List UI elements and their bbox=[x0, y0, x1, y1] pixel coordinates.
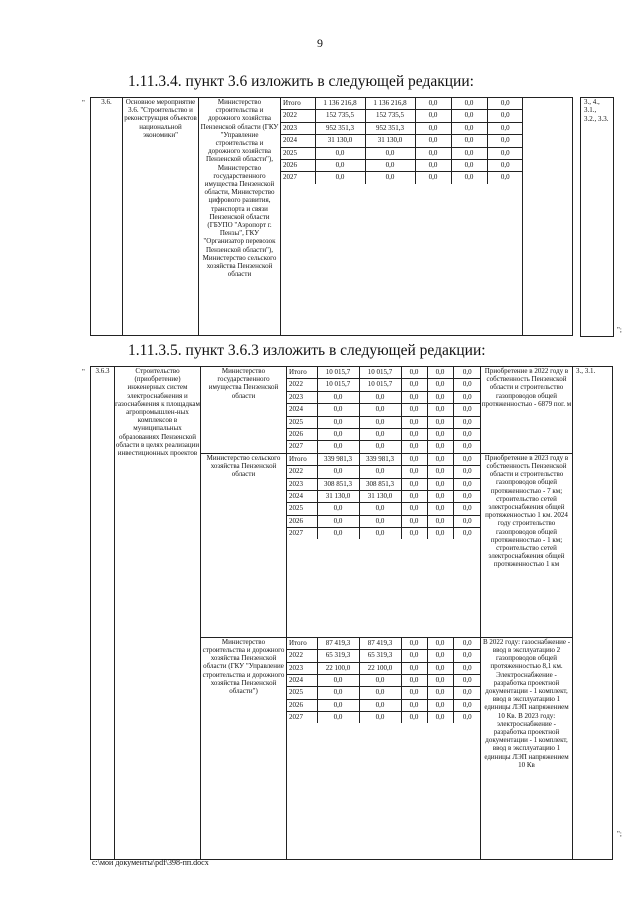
amount-cell: 0,0 bbox=[317, 528, 359, 540]
amount-cell: 0,0 bbox=[401, 662, 427, 674]
amount-cell: 0,0 bbox=[427, 515, 453, 527]
amount-cell: 0,0 bbox=[359, 503, 401, 515]
amount-cell: 0,0 bbox=[427, 650, 453, 662]
amount-cell: 0,0 bbox=[462, 713, 472, 722]
amount-cell: 0,0 bbox=[317, 687, 359, 699]
result-block-2: Приобретение в 2023 году в собственность Пензенской области и строительство газопроводов общей протяженностью - 7 км; строительство сетей электроснабжения общей протяженностью 1 км. 2024 году строительство газопроводов общей протяженностью - 1 км; строительство сетей электроснабжения общей протяженностью 1 км bbox=[481, 453, 573, 637]
amount-cell: 10 015,7 bbox=[317, 367, 359, 379]
year-cell: 2022 bbox=[281, 110, 315, 122]
year-cell: 2022 bbox=[287, 379, 317, 391]
table-3-6 bbox=[90, 97, 581, 336]
amount-cell: 0,0 bbox=[359, 699, 401, 711]
amount-cell: 0,0 bbox=[451, 122, 487, 134]
amount-cell: 0,0 bbox=[415, 122, 451, 134]
year-cell: Итого bbox=[287, 638, 317, 650]
measure-name-2: Строительство (приобретение) инженерных систем электроснабжения и газоснабжения к площадкам агропромышлен-ных комплексов в муниципальных образованиях Пензенской области в целях реализации инвестиционных проектов bbox=[115, 367, 201, 860]
amount-cell: 0,0 bbox=[451, 172, 487, 184]
finance-grid bbox=[281, 98, 523, 184]
amount-cell: 308 851,3 bbox=[317, 478, 359, 490]
finance-row bbox=[281, 147, 523, 159]
amount-cell: 0,0 bbox=[427, 428, 453, 440]
finance-row bbox=[287, 466, 481, 478]
finance-row bbox=[287, 687, 481, 699]
amount-cell: 0,0 bbox=[427, 712, 453, 724]
amount-cell: 339 981,3 bbox=[359, 454, 401, 466]
amount-cell: 0,0 bbox=[359, 466, 401, 478]
amount-cell: 952 351,3 bbox=[315, 122, 365, 134]
amount-cell: 0,0 bbox=[427, 391, 453, 403]
amount-cell: 0,0 bbox=[401, 454, 427, 466]
amount-cell: 0,0 bbox=[451, 110, 487, 122]
result-cell bbox=[523, 98, 573, 336]
amount-cell: 0,0 bbox=[365, 172, 415, 184]
finance-row bbox=[287, 379, 481, 391]
year-cell: 2025 bbox=[287, 687, 317, 699]
amount-cell: 0,0 bbox=[359, 687, 401, 699]
finance-row bbox=[287, 712, 481, 724]
finance-row bbox=[287, 662, 481, 674]
amount-cell: 0,0 bbox=[427, 404, 453, 416]
amount-cell: 0,0 bbox=[317, 404, 359, 416]
amount-cell: 0,0 bbox=[315, 147, 365, 159]
amount-cell: 0,0 bbox=[453, 391, 481, 403]
finance-grid-block-1 bbox=[287, 367, 481, 453]
amount-cell: 0,0 bbox=[401, 503, 427, 515]
amount-cell: 0,0 bbox=[453, 454, 481, 466]
amount-cell: 0,0 bbox=[453, 687, 481, 699]
amount-cell: 65 319,3 bbox=[359, 650, 401, 662]
year-cell: 2026 bbox=[287, 428, 317, 440]
executor-block-1: Министерство государственного имущества Пензенской области bbox=[201, 367, 287, 454]
amount-cell: 0,0 bbox=[317, 699, 359, 711]
amount-cell: 0,0 bbox=[487, 122, 523, 134]
finance-row bbox=[287, 428, 481, 440]
finance-grid-block-3 bbox=[287, 638, 481, 724]
amount-cell: 1 136 216,8 bbox=[315, 98, 365, 110]
amount-cell: 0,0 bbox=[401, 466, 427, 478]
close-quote: "; bbox=[617, 326, 622, 334]
amount-cell: 0,0 bbox=[401, 367, 427, 379]
year-cell: 2027 bbox=[287, 441, 317, 453]
amount-cell: 0,0 bbox=[401, 699, 427, 711]
year-cell: 2026 bbox=[281, 159, 315, 171]
amount-cell: 952 351,3 bbox=[365, 122, 415, 134]
amount-cell: 0,0 bbox=[415, 98, 451, 110]
amount-cell: 0,0 bbox=[317, 515, 359, 527]
amount-cell: 0,0 bbox=[401, 528, 427, 540]
amount-cell: 10 015,7 bbox=[359, 379, 401, 391]
amount-cell: 0,0 bbox=[401, 441, 427, 453]
amount-cell: 0,0 bbox=[453, 638, 481, 650]
finance-row bbox=[287, 416, 481, 428]
amount-cell: 0,0 bbox=[451, 98, 487, 110]
finance-row bbox=[287, 478, 481, 490]
amount-cell: 0,0 bbox=[359, 441, 401, 453]
finance-row bbox=[287, 454, 481, 466]
finance-row bbox=[287, 404, 481, 416]
amount-cell: 0,0 bbox=[453, 662, 481, 674]
amount-cell: 0,0 bbox=[317, 441, 359, 453]
amount-cell: 0,0 bbox=[427, 674, 453, 686]
amount-cell: 0,0 bbox=[415, 135, 451, 147]
amount-cell: 22 100,0 bbox=[317, 662, 359, 674]
amount-cell: 0,0 bbox=[427, 490, 453, 502]
amount-cell: 0,0 bbox=[315, 172, 365, 184]
amount-cell: 0,0 bbox=[427, 367, 453, 379]
finance-grid-block-2 bbox=[287, 454, 481, 540]
amount-cell: 0,0 bbox=[317, 428, 359, 440]
amount-cell: 0,0 bbox=[401, 712, 427, 724]
amount-cell: 0,0 bbox=[401, 490, 427, 502]
year-cell: Итого bbox=[281, 98, 315, 110]
amount-cell: 0,0 bbox=[453, 674, 481, 686]
amount-cell: 0,0 bbox=[317, 503, 359, 515]
amount-cell: 0,0 bbox=[427, 528, 453, 540]
year-cell: 2024 bbox=[287, 674, 317, 686]
amount-cell: 0,0 bbox=[427, 638, 453, 650]
amount-cell: 0,0 bbox=[427, 454, 453, 466]
amount-cell: 0,0 bbox=[453, 428, 481, 440]
result-block-1: Приобретение в 2022 году в собственность Пензенской области и строительство газопроводов общей протяженностью - 6879 пог. м bbox=[481, 367, 573, 454]
finance-row bbox=[287, 367, 481, 379]
amount-cell: 0,0 bbox=[359, 674, 401, 686]
amount-cell: 0,0 bbox=[401, 428, 427, 440]
table-3-6-3 bbox=[90, 366, 613, 860]
amount-cell: 0,0 bbox=[401, 674, 427, 686]
amount-cell: 10 015,7 bbox=[317, 379, 359, 391]
amount-cell: 0,0 bbox=[462, 442, 472, 451]
amount-cell: 0,0 bbox=[453, 478, 481, 490]
amount-cell: 0,0 bbox=[427, 441, 453, 453]
year-cell: 2027 bbox=[287, 528, 317, 540]
amount-cell: 0,0 bbox=[451, 159, 487, 171]
year-cell: 2026 bbox=[287, 515, 317, 527]
amount-cell: 0,0 bbox=[427, 687, 453, 699]
amount-cell: 0,0 bbox=[487, 135, 523, 147]
amount-cell: 0,0 bbox=[365, 159, 415, 171]
finance-row bbox=[287, 391, 481, 403]
year-cell: 2027 bbox=[281, 172, 315, 184]
amount-cell: 0,0 bbox=[453, 404, 481, 416]
page-number: 9 bbox=[317, 36, 323, 50]
amount-cell: 0,0 bbox=[427, 466, 453, 478]
amount-cell: 1 136 216,8 bbox=[365, 98, 415, 110]
amount-cell: 31 130,0 bbox=[359, 490, 401, 502]
year-cell: 2025 bbox=[287, 416, 317, 428]
amount-cell: 0,0 bbox=[427, 662, 453, 674]
amount-cell: 0,0 bbox=[315, 159, 365, 171]
amount-cell: 0,0 bbox=[453, 650, 481, 662]
result-block-3: В 2022 году: газоснабжение - ввод в эксплуатацию 2 газопроводов общей протяженностью 8,1 км. Электроснабжение - разработка проектной документации - 1 комплект, ввод в эксплуатацию 1 единицы ЛЭП напряжением 10 Кв. В 2023 году: электроснабжение - разработка проектной документации - 1 комплект, ввод в эксплуатацию 1 единицы ЛЭП напряжением 10 Кв bbox=[481, 637, 573, 859]
amount-cell: 0,0 bbox=[317, 674, 359, 686]
amount-cell: 31 130,0 bbox=[315, 135, 365, 147]
amount-cell: 0,0 bbox=[487, 147, 523, 159]
finance-row bbox=[281, 122, 523, 134]
amount-cell: 0,0 bbox=[317, 466, 359, 478]
amount-cell: 0,0 bbox=[427, 416, 453, 428]
amount-cell: 22 100,0 bbox=[359, 662, 401, 674]
amount-cell: 0,0 bbox=[401, 391, 427, 403]
executor: Министерство строительства и дорожного хозяйства Пензенской области (ГКУ "Управление строительства и дорожного хозяйства Пензенской области"), Министерство государственного имущества Пензенской области, Министерство цифрового развития, транспорта и связи Пензенской области (ГБУПО "Аэропорт г. Пензы", ГКУ "Организатор перевозок Пензенской области"), Министерство сельского хозяйства Пензенской области bbox=[199, 98, 281, 336]
finance-row bbox=[287, 528, 481, 540]
open-quote: " bbox=[82, 99, 85, 107]
amount-cell: 0,0 bbox=[453, 367, 481, 379]
measure-name: Основное мероприятие 3.6. "Строительство и реконструкция объектов национальной экономики" bbox=[123, 98, 199, 336]
amount-cell: 0,0 bbox=[462, 529, 472, 538]
amount-cell: 0,0 bbox=[453, 515, 481, 527]
finance-row bbox=[287, 638, 481, 650]
row-number: 3.6. bbox=[91, 98, 123, 336]
amount-cell: 0,0 bbox=[453, 416, 481, 428]
amount-cell: 0,0 bbox=[415, 147, 451, 159]
amount-cell: 87 419,3 bbox=[317, 638, 359, 650]
open-quote-2: " bbox=[82, 368, 85, 376]
amount-cell: 0,0 bbox=[427, 478, 453, 490]
amount-cell: 87 419,3 bbox=[359, 638, 401, 650]
amount-cell: 0,0 bbox=[401, 515, 427, 527]
finance-row bbox=[287, 650, 481, 662]
amount-cell: 0,0 bbox=[453, 379, 481, 391]
amount-cell: 0,0 bbox=[500, 173, 510, 182]
amount-cell: 0,0 bbox=[415, 159, 451, 171]
finance-row bbox=[281, 98, 523, 110]
amount-cell: 0,0 bbox=[359, 391, 401, 403]
finance-row bbox=[281, 159, 523, 171]
amount-cell: 0,0 bbox=[453, 490, 481, 502]
amount-cell: 152 735,5 bbox=[365, 110, 415, 122]
amount-cell: 0,0 bbox=[427, 503, 453, 515]
amount-cell: 31 130,0 bbox=[365, 135, 415, 147]
amount-cell: 0,0 bbox=[359, 428, 401, 440]
amount-cell: 0,0 bbox=[359, 416, 401, 428]
year-cell: 2024 bbox=[287, 404, 317, 416]
finance-row bbox=[281, 172, 523, 184]
amount-cell: 0,0 bbox=[359, 515, 401, 527]
amount-cell: 0,0 bbox=[487, 110, 523, 122]
footer-path: c:\мои документы\pdf\398-пп.docx bbox=[92, 858, 209, 867]
amount-cell: 308 851,3 bbox=[359, 478, 401, 490]
amount-cell: 0,0 bbox=[427, 379, 453, 391]
amount-cell: 0,0 bbox=[401, 650, 427, 662]
finance-row bbox=[287, 490, 481, 502]
year-cell: 2023 bbox=[281, 122, 315, 134]
year-cell: Итого bbox=[287, 454, 317, 466]
executor-block-3: Министерство строительства и дорожного хозяйства Пензенской области (ГКУ "Управление строительства и дорожного хозяйства Пензенской области") bbox=[201, 637, 287, 859]
amount-cell: 0,0 bbox=[401, 379, 427, 391]
finance-row bbox=[287, 503, 481, 515]
amount-cell: 0,0 bbox=[453, 699, 481, 711]
year-cell: 2026 bbox=[287, 699, 317, 711]
amount-cell: 0,0 bbox=[317, 416, 359, 428]
amount-cell: 0,0 bbox=[359, 528, 401, 540]
amount-cell: 31 130,0 bbox=[317, 490, 359, 502]
amount-cell: 0,0 bbox=[401, 416, 427, 428]
year-cell: 2022 bbox=[287, 466, 317, 478]
year-cell: 2027 bbox=[287, 712, 317, 724]
finance-row bbox=[287, 441, 481, 453]
amount-cell: 0,0 bbox=[401, 404, 427, 416]
amount-cell: 0,0 bbox=[451, 147, 487, 159]
amount-cell: 10 015,7 bbox=[359, 367, 401, 379]
amount-cell: 0,0 bbox=[451, 135, 487, 147]
section-heading-3-6: 1.11.3.4. пункт 3.6 изложить в следующей редакции: bbox=[128, 73, 474, 90]
year-cell: 2025 bbox=[287, 503, 317, 515]
finance-row bbox=[281, 135, 523, 147]
amount-cell: 0,0 bbox=[401, 687, 427, 699]
finance-row bbox=[281, 110, 523, 122]
amount-cell: 0,0 bbox=[487, 159, 523, 171]
section-heading-3-6-3: 1.11.3.5. пункт 3.6.3 изложить в следующей редакции: bbox=[128, 342, 486, 359]
refs-border bbox=[580, 97, 614, 337]
amount-cell: 339 981,3 bbox=[317, 454, 359, 466]
amount-cell: 0,0 bbox=[415, 172, 451, 184]
close-quote-2: "; bbox=[617, 830, 622, 838]
amount-cell: 0,0 bbox=[401, 638, 427, 650]
year-cell: 2024 bbox=[281, 135, 315, 147]
year-cell: Итого bbox=[287, 367, 317, 379]
amount-cell: 0,0 bbox=[317, 391, 359, 403]
indicator-refs-2: 3., 3.1. bbox=[573, 367, 613, 860]
amount-cell: 0,0 bbox=[487, 98, 523, 110]
year-cell: 2022 bbox=[287, 650, 317, 662]
amount-cell: 152 735,5 bbox=[315, 110, 365, 122]
amount-cell: 0,0 bbox=[359, 404, 401, 416]
year-cell: 2025 bbox=[281, 147, 315, 159]
year-cell: 2024 bbox=[287, 490, 317, 502]
year-cell: 2023 bbox=[287, 662, 317, 674]
amount-cell: 0,0 bbox=[317, 712, 359, 724]
year-cell: 2023 bbox=[287, 391, 317, 403]
finance-row bbox=[287, 699, 481, 711]
amount-cell: 0,0 bbox=[427, 699, 453, 711]
amount-cell: 0,0 bbox=[453, 503, 481, 515]
amount-cell: 65 319,3 bbox=[317, 650, 359, 662]
executor-block-2: Министерство сельского хозяйства Пензенской области bbox=[201, 453, 287, 637]
finance-row bbox=[287, 515, 481, 527]
row-number-2: 3.6.3 bbox=[91, 367, 115, 860]
finance-row bbox=[287, 674, 481, 686]
indicator-refs: 3., 4., 3.1., 3.2., 3.3. bbox=[584, 98, 609, 123]
amount-cell: 0,0 bbox=[415, 110, 451, 122]
year-cell: 2023 bbox=[287, 478, 317, 490]
amount-cell: 0,0 bbox=[453, 466, 481, 478]
amount-cell: 0,0 bbox=[401, 478, 427, 490]
amount-cell: 0,0 bbox=[365, 147, 415, 159]
amount-cell: 0,0 bbox=[359, 712, 401, 724]
